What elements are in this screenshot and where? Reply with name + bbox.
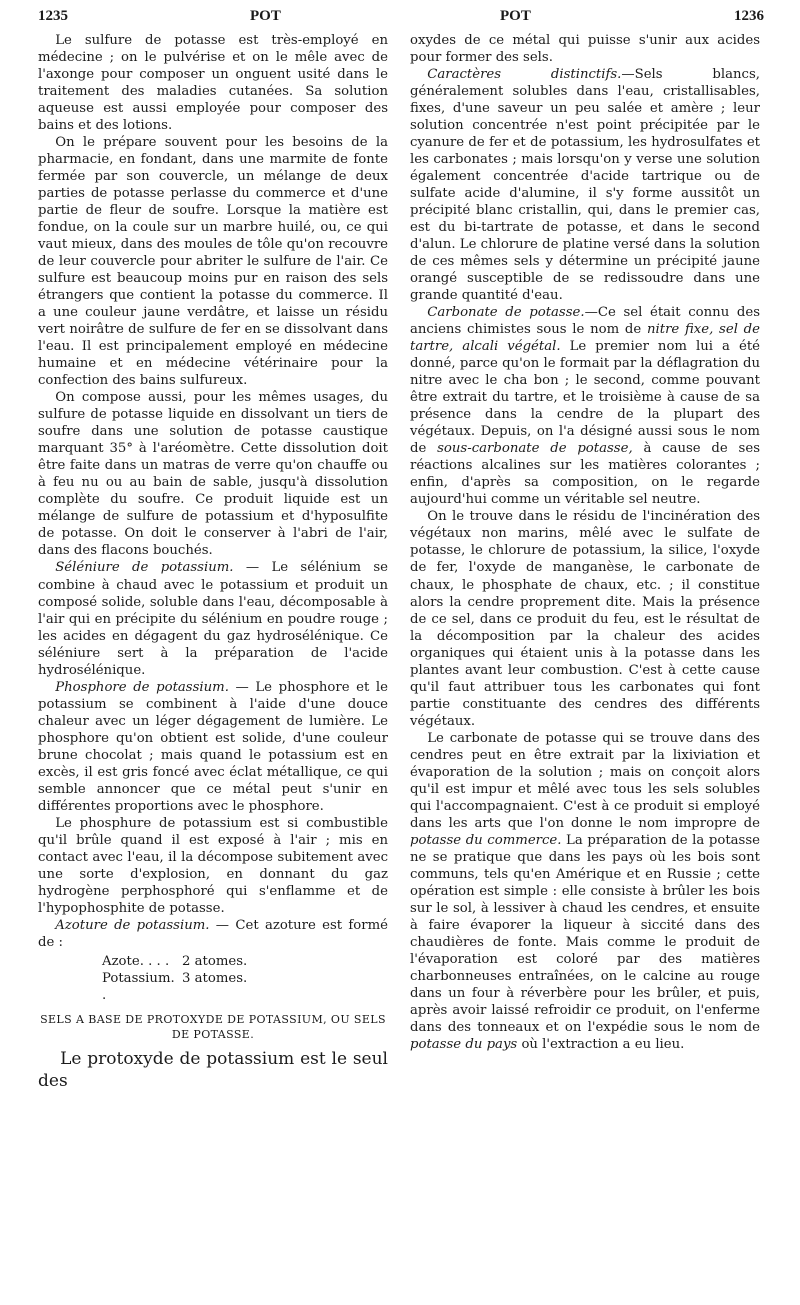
paragraph: oxydes de ce métal qui puisse s'unir aux acides pour former des sels.	[410, 33, 760, 66]
paragraph: Séléniure de potassium. — Le sélénium se combine à chaud avec le potassium et produit un composé solide, soluble dans l'eau, décomposable à l'air qui en précipite du sélénium en poudre rouge ; les acides en dégagent du gaz hydrosélénique. Ce séléniure sert à la préparation de l'acide hydrosélénique.	[38, 560, 388, 678]
term: Caractères distinctifs.	[427, 67, 622, 83]
paragraph: Phosphore de potassium. — Le phosphore et le potassium se combinent à l'aide d'une douce chaleur avec un léger dégagement de lumière. Le phosphore qu'on obtient est solide, d'une couleur brune chocolat ; mais quand le potassium est en excès, il est gris foncé avec éclat métallique, ce qui semble annoncer que ce métal peut s'unir en différentes proportions avec le phosphore.	[38, 679, 388, 814]
composition-row: Potassium. . 3 atomes.	[102, 970, 248, 1003]
paragraph: Carbonate de potasse.—Ce sel était connu des anciens chimistes sous le nom de nitre fixe, sel de tartre, alcali végétal. Le premier nom lui a été donné, parce qu'on le formait par la déflagration du nitre avec le cha bon ; le second, comme pouvant être extrait du tartre, et le troisième à cause de sa présence dans la cendre de la plupart des végétaux. Depuis, on l'a désigné aussi sous le nom de sous-carbonate de potasse, à cause de ses réactions alcalines sur les matières colorantes ; enfin, d'après sa composition, on le regarde aujourd'hui comme un véritable sel neutre.	[410, 305, 760, 508]
left-column	[38, 32, 388, 1092]
term: Carbonate de potasse.	[427, 305, 585, 321]
paragraph: Le carbonate de potasse qui se trouve dans des cendres peut en être extrait par la lixiviation et évaporation de la solution ; mais on conçoit alors qu'il est impur et mêlé avec tous les sels solubles qui l'accompagnaient. C'est à ce produit si employé dans les arts que l'on donne le nom impropre de potasse du commerce. La préparation de la potasse ne se pratique que dans les pays où les bois sont communs, tels qu'en Amérique et en Russie ; cette opération est simple : elle consiste à brûler les bois sur le sol, à lessiver à chaud les cendres, et ensuite à faire évaporer la liqueur à siccité dans des chaudières de fonte. Mais comme le produit de l'évaporation est coloré par des matières charbonneuses entraînées, on le calcine au rouge dans un four à réverbère pour les brûler, et puis, après avoir laissé refroidir ce produit, on l'enferme dans des tonneaux et on l'expédie sous le nom de potasse du pays où l'extraction a eu lieu.	[410, 730, 761, 1052]
paragraph: On le trouve dans le résidu de l'incinération des végétaux non marins, mêlé avec le sulfate de potasse, le chlorure de potassium, la silice, l'oxyde de fer, l'oxyde de manganèse, le carbonate de chaux, le phosphate de chaux, etc. ; il constitue alors la cendre proprement dite. Mais la présence de ce sel, dans ce produit du feu, est le résultat de la décomposition par la chaleur des acides organiques qui étaient unis à la potasse dans les plantes avant leur combustion. C'est à cette cause qu'il faut attribuer tous les carbonates qui font partie constituante des cendres des différents végétaux.	[410, 509, 760, 729]
running-header	[38, 8, 764, 32]
left-page-number: 1235	[38, 8, 68, 24]
term: Azoture de potassium.	[55, 917, 210, 933]
right-page-number: 1236	[734, 8, 764, 24]
paragraph: Caractères distinctifs.—Sels blancs, généralement solubles dans l'eau, cristallisables, fixes, d'une saveur un peu salée et amère ; leur solution concentrée n'est point précipitée par le cyanure de fer et de potassium, les hydrosulfates et les carbonates ; mais lorsqu'on y verse une solution également concentrée d'acide tartrique ou de sulfate acide d'alumine, il s'y forme aussitôt un précipité blanc cristallin, qui, dans le premier cas, est du bi-tartrate de potasse, et dans le second d'alun. Le chlorure de platine versé dans la solution de ces mêmes sels y détermine un précipité jaune orangé susceptible de se redissoudre dans une grande quantité d'eau.	[410, 67, 760, 304]
paragraph: Le sulfure de potasse est très-employé en médecine ; on le pulvérise et on le mêle avec de l'axonge pour composer un onguent usité dans le traitement des maladies cutanées. Sa solution aqueuse est aussi employée pour composer des bains et des lotions.	[38, 33, 388, 134]
paragraph: Le protoxyde de potassium est le seul des	[38, 1048, 388, 1091]
paragraph: Azoture de potassium. — Cet azoture est formé de :	[38, 917, 388, 950]
composition-row: Azote. . . . 2 atomes.	[102, 953, 248, 969]
paragraph: Le phosphure de potassium est si combustible qu'il brûle quand il est exposé à l'air ; mis en contact avec l'eau, il la décompose subitement avec une sorte d'explosion, en donnant du gaz hydrogène perphosphoré qui s'enflamme et de l'hypophosphite de potasse.	[38, 815, 388, 916]
paragraph: On compose aussi, pour les mêmes usages, du sulfure de potasse liquide en dissolvant un tiers de soufre dans une solution de potasse caustique marquant 35° à l'aréomètre. Cette dissolution doit être faite dans un matras de verre qu'on chauffe ou à feu nu ou au bain de sable, jusqu'à dissolution complète du soufre. Ce produit liquide est un mélange de sulfure de potassium et d'hyposulfite de potasse. On doit le conserver à l'abri de l'air, dans des flacons bouchés.	[38, 390, 388, 559]
term: Séléniure de potassium.	[55, 560, 234, 576]
term: Phosphore de potassium.	[55, 679, 229, 695]
right-column	[410, 32, 760, 1053]
paragraph: On le prépare souvent pour les besoins de la pharmacie, en fondant, dans une marmite de fonte fermée par son couvercle, un mélange de deux parties de potasse perlasse du commerce et d'une partie de fleur de soufre. Lorsque la matière est fondue, on la coule sur un marbre huilé, ou, ce qui vaut mieux, dans des moules de tôle qu'on recouvre de leur couvercle pour abriter le sulfure de l'air. Ce sulfure est beaucoup moins pur en raison des sels étrangers que contient la potasse du commerce. Il a une couleur jaune verdâtre, et laisse un résidu vert noirâtre de sulfure de fer en se dissolvant dans l'eau. Il est principalement employé en médecine humaine et en médecine vétérinaire pour la confection des bains sulfureux.	[38, 135, 388, 389]
right-running-word: POT	[500, 8, 531, 24]
section-heading: SELS A BASE DE PROTOXYDE DE POTASSIUM, OU SELS DE POTASSE.	[40, 1012, 386, 1041]
left-running-word: POT	[250, 8, 281, 24]
composition-table	[102, 953, 388, 1004]
